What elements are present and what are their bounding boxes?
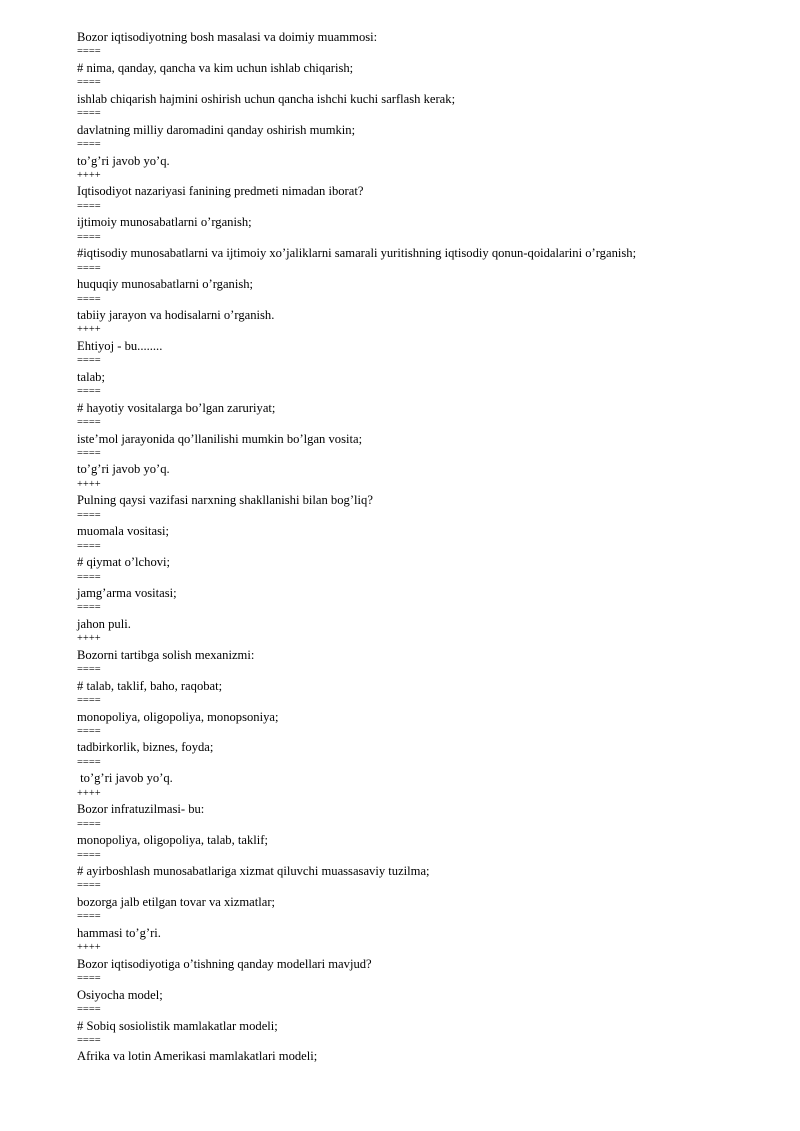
text-line: Bozor iqtisodiyotning bosh masalasi va doimiy muammosi: — [77, 30, 378, 44]
separator-line: ==== — [77, 46, 101, 58]
text-line: monopoliya, oligopoliya, monopsoniya; — [77, 709, 279, 724]
separator-line: ++++ — [77, 942, 101, 954]
separator-line: ==== — [77, 262, 101, 274]
separator-line: ++++ — [77, 787, 101, 799]
separator-line: ==== — [77, 200, 101, 212]
text-line: # qiymat o’lchovi; — [77, 555, 171, 570]
separator-line: ==== — [77, 77, 101, 89]
separator-line: ==== — [77, 447, 101, 459]
separator-line: ==== — [77, 756, 101, 768]
separator-line: ==== — [77, 849, 101, 861]
separator-line: ==== — [77, 1034, 101, 1046]
separator-line: ++++ — [77, 324, 101, 336]
text-line: #iqtisodiy munosabatlarni va ijtimoiy xo’jaliklarni samarali yuritishning iqtisodiy qonun-qoidalarini o’rganish; — [77, 246, 637, 261]
text-line: iste’mol jarayonida qo’llanilishi mumkin bo’lgan vosita; — [77, 431, 363, 446]
separator-line: ==== — [77, 973, 101, 985]
separator-line: ++++ — [77, 169, 101, 181]
separator-line: ==== — [77, 231, 101, 243]
text-line: Bozor iqtisodiyotiga o’tishning qanday modellari mavjud? — [77, 956, 372, 971]
separator-line: ==== — [77, 509, 101, 521]
text-line: Iqtisodiyot nazariyasi fanining predmeti nimadan iborat? — [77, 184, 364, 199]
text-line: bozorga jalb etilgan tovar va xizmatlar; — [77, 894, 276, 909]
text-line: jahon puli. — [77, 616, 131, 631]
text-line: Bozor infratuzilmasi- bu: — [77, 802, 205, 817]
separator-line: ==== — [77, 386, 101, 398]
separator-line: ==== — [77, 139, 101, 151]
text-line: ijtimoiy munosabatlarni o’rganish; — [77, 215, 252, 230]
separator-line: ==== — [77, 725, 101, 737]
separator-line: ==== — [77, 602, 101, 614]
separator-line: ==== — [77, 818, 101, 830]
text-line: jamg’arma vositasi; — [77, 586, 177, 601]
text-line: muomala vositasi; — [77, 524, 169, 539]
separator-line: ==== — [77, 540, 101, 552]
separator-line: ++++ — [77, 478, 101, 490]
text-line: talab; — [77, 369, 105, 384]
text-line: Pulning qaysi vazifasi narxning shakllanishi bilan bog’liq? — [77, 493, 373, 508]
separator-line: ==== — [77, 911, 101, 923]
separator-line: ==== — [77, 355, 101, 367]
text-line: Osiyocha model; — [77, 987, 163, 1002]
text-line: tadbirkorlik, biznes, foyda; — [77, 740, 214, 755]
text-line: to’g’ri javob yo’q. — [77, 462, 170, 477]
text-line: huquqiy munosabatlarni o’rganish; — [77, 277, 254, 292]
text-line: hammasi to’g’ri. — [77, 925, 161, 940]
text-line: # talab, taklif, baho, raqobat; — [77, 678, 223, 693]
separator-line: ==== — [77, 417, 101, 429]
separator-line: ==== — [77, 880, 101, 892]
text-line: tabiiy jarayon va hodisalarni o’rganish. — [77, 308, 275, 323]
text-line: monopoliya, oligopoliya, talab, taklif; — [77, 833, 268, 848]
separator-line: ==== — [77, 571, 101, 583]
text-line: # hayotiy vositalarga bo’lgan zaruriyat; — [77, 400, 276, 415]
text-line: Afrika va lotin Amerikasi mamlakatlari modeli; — [77, 1049, 318, 1064]
text-line: # ayirboshlash munosabatlariga xizmat qiluvchi muassasaviy tuzilma; — [77, 864, 430, 879]
text-line: ishlab chiqarish hajmini oshirish uchun qancha ishchi kuchi sarflash kerak; — [77, 91, 456, 106]
text-line: # Sobiq sosiolistik mamlakatlar modeli; — [77, 1018, 278, 1033]
separator-line: ==== — [77, 664, 101, 676]
text-line: davlatning milliy daromadini qanday oshirish mumkin; — [77, 122, 356, 137]
separator-line: ==== — [77, 1004, 101, 1015]
text-line: Bozorni tartibga solish mexanizmi: — [77, 647, 255, 662]
separator-line: ++++ — [77, 633, 101, 645]
text-line: # nima, qanday, qancha va kim uchun ishlab chiqarish; — [77, 60, 354, 75]
separator-line: ==== — [77, 695, 101, 707]
separator-line: ==== — [77, 293, 101, 305]
text-line: Ehtiyoj - bu........ — [77, 338, 163, 353]
document-page — [77, 28, 777, 1066]
text-line: to’g’ri javob yo’q. — [77, 153, 170, 168]
text-line: to’g’ri javob yo’q. — [77, 771, 173, 786]
separator-line: ==== — [77, 108, 101, 120]
